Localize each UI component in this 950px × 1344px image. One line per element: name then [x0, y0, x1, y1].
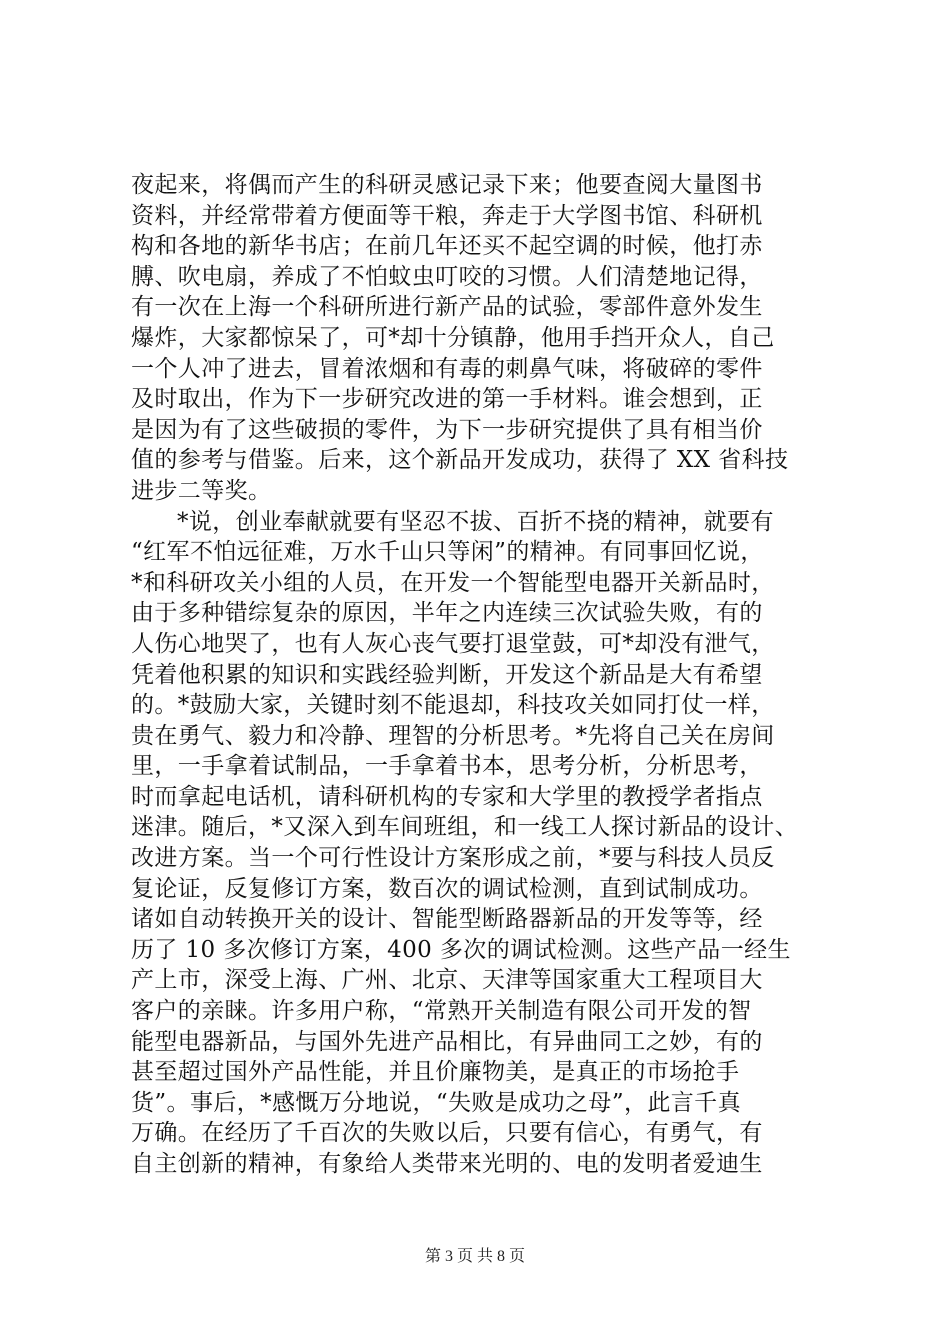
- text-line: 夜起来，将偶而产生的科研灵感记录下来；他要查阅大量图书: [131, 172, 763, 198]
- text-line: 及时取出，作为下一步研究改进的第一手材料。谁会想到，正: [131, 386, 763, 413]
- text-line: 迷津。随后，*又深入到车间班组，和一线工人探讨新品的设计、: [131, 814, 799, 841]
- text-line: 膊、吹电扇，养成了不怕蚊虫叮咬的习惯。人们清楚地记得，: [131, 263, 763, 290]
- text-line: 由于多种错综复杂的原因，半年之内连续三次试验失败，有的: [131, 600, 763, 627]
- text-line: 客户的亲睐。许多用户称，“常熟开关制造有限公司开发的智: [131, 998, 752, 1025]
- text-line: 构和各地的新华书店；在前几年还买不起空调的时候，他打赤: [131, 233, 763, 260]
- paragraph-first-line: *说，创业奉献就要有坚忍不拔、百折不挠的精神，就要有: [177, 508, 774, 535]
- text-line: 诸如自动转换开关的设计、智能型断路器新品的开发等等，经: [131, 906, 763, 933]
- text-line: 里，一手拿着试制品，一手拿着书本，思考分析，分析思考，: [131, 753, 763, 780]
- text-line: 凭着他积累的知识和实践经验判断，开发这个新品是大有希望: [131, 661, 763, 688]
- text-line: *和科研攻关小组的人员，在开发一个智能型电器开关新品时，: [131, 569, 775, 596]
- text-line: 进步二等奖。: [131, 477, 272, 504]
- text-line: 甚至超过国外产品性能，并且价廉物美，是真正的市场抢手: [131, 1059, 740, 1086]
- text-line: 复论证，反复修订方案，数百次的调试检测，直到试制成功。: [131, 875, 763, 902]
- text-line: 的。*鼓励大家，关键时刻不能退却，科技攻关如同打仗一样，: [131, 692, 775, 719]
- text-line: 产上市，深受上海、广州、北京、天津等国家重大工程项目大: [131, 967, 763, 994]
- text-line: 货”。事后，*感慨万分地说，“失败是成功之母”，此言千真: [131, 1089, 741, 1116]
- text-line: 万确。在经历了千百次的失败以后，只要有信心，有勇气，有: [131, 1120, 763, 1147]
- text-line: “红军不怕远征难，万水千山只等闲”的精神。有同事回忆说，: [131, 539, 764, 566]
- text-line: 改进方案。当一个可行性设计方案形成之前，*要与科技人员反: [131, 845, 775, 872]
- text-line: 能型电器新品，与国外先进产品相比，有异曲同工之妙，有的: [131, 1028, 763, 1055]
- text-line: 有一次在上海一个科研所进行新产品的试验，零部件意外发生: [131, 294, 763, 321]
- text-line: 自主创新的精神，有象给人类带来光明的、电的发明者爱迪生: [131, 1151, 763, 1177]
- text-line: 值的参考与借鉴。后来，这个新品开发成功，获得了 XX 省科技: [131, 447, 789, 474]
- text-line: 人伤心地哭了，也有人灰心丧气要打退堂鼓，可*却没有泄气，: [131, 630, 775, 657]
- text-line: 资料，并经常带着方便面等干粮，奔走于大学图书馆、科研机: [131, 202, 763, 229]
- text-line: 是因为有了这些破损的零件，为下一步研究提供了具有相当价: [131, 416, 763, 443]
- page-number-footer: 第 3 页 共 8 页: [424, 1248, 525, 1265]
- text-line: 爆炸，大家都惊呆了，可*却十分镇静，他用手挡开众人，自己: [131, 324, 775, 351]
- text-line: 历了 10 多次修订方案，400 多次的调试检测。这些产品一经生: [131, 936, 791, 963]
- text-line: 贵在勇气、毅力和冷静、理智的分析思考。*先将自己关在房间: [131, 722, 775, 749]
- text-line: 时而拿起电话机，请科研机构的专家和大学里的教授学者指点: [131, 783, 763, 810]
- body-text: [131, 170, 831, 1180]
- text-line: 一个人冲了进去，冒着浓烟和有毒的刺鼻气味，将破碎的零件: [131, 355, 763, 382]
